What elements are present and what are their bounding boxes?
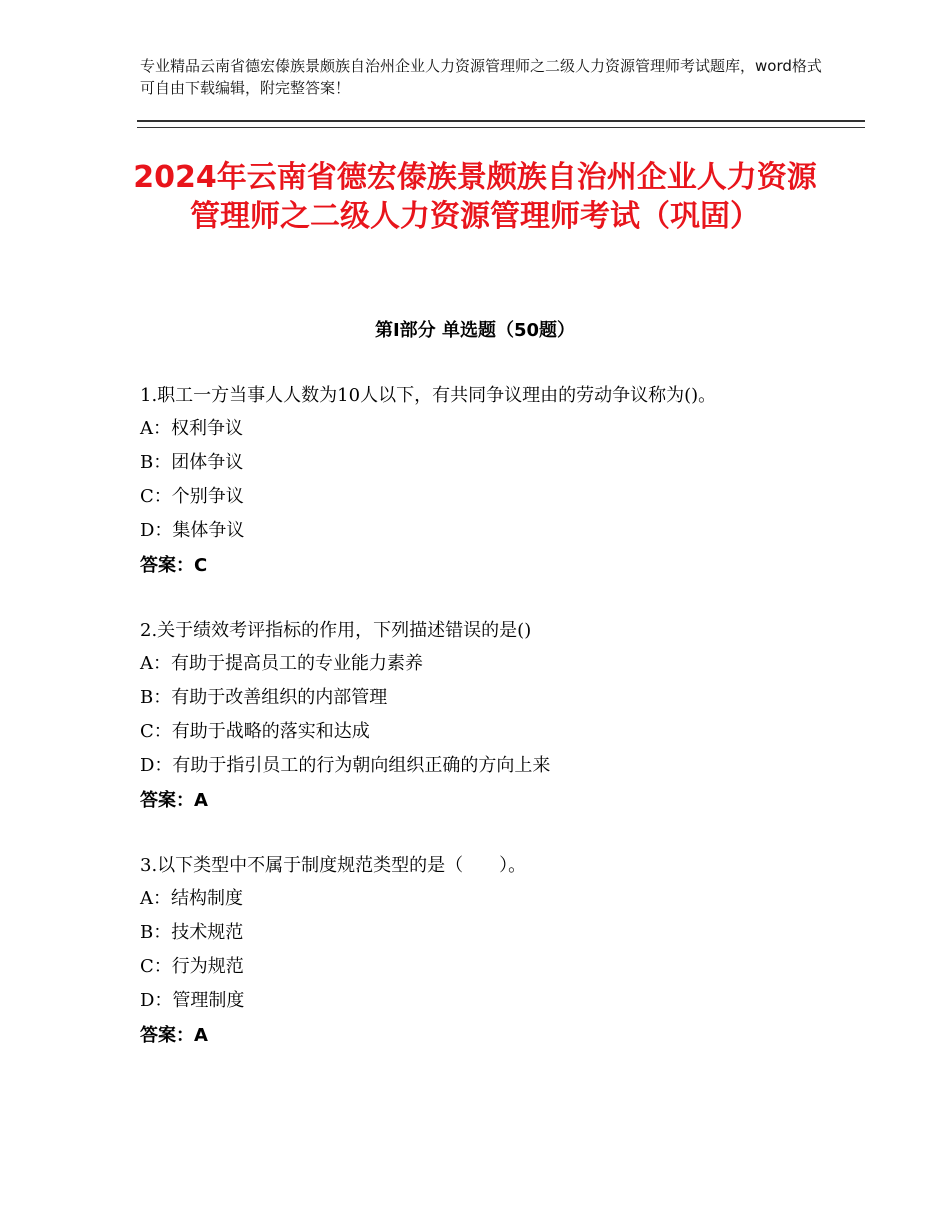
option-a: A：有助于提高员工的专业能力素养 [140,653,423,674]
question-text: 3.以下类型中不属于制度规范类型的是（ ）。 [140,855,527,876]
option-c: C：个别争议 [140,486,244,507]
header-note: 专业精品云南省德宏傣族景颇族自治州企业人力资源管理师之二级人力资源管理师考试题库，word格式可自由下载编辑，附完整答案！ [140,57,822,97]
option-d: D：集体争议 [140,520,245,541]
question-text: 1.职工一方当事人人数为10人以下，有共同争议理由的劳动争议称为()。 [140,385,717,406]
question-list [140,380,820,1085]
section-title: 第Ⅰ部分 单选题（50题） [374,320,575,341]
answer: 答案：A [140,1025,208,1046]
header-divider [137,120,865,128]
document-title: 2024年云南省德宏傣族景颇族自治州企业人力资源管理师之二级人力资源管理师考试（巩固） [133,160,817,234]
option-a: A：权利争议 [140,418,243,439]
answer: 答案：C [140,555,208,576]
question-3 [140,850,820,1053]
question-2 [140,615,820,818]
option-d: D：管理制度 [140,990,245,1011]
option-b: B：技术规范 [140,922,244,943]
question-text: 2.关于绩效考评指标的作用，下列描述错误的是() [140,620,532,641]
option-c: C：有助于战略的落实和达成 [140,721,370,742]
option-c: C：行为规范 [140,956,244,977]
question-1 [140,380,820,583]
option-a: A：结构制度 [140,888,243,909]
answer: 答案：A [140,790,208,811]
option-b: B：有助于改善组织的内部管理 [140,687,388,708]
option-d: D：有助于指引员工的行为朝向组织正确的方向上来 [140,755,551,776]
option-b: B：团体争议 [140,452,244,473]
